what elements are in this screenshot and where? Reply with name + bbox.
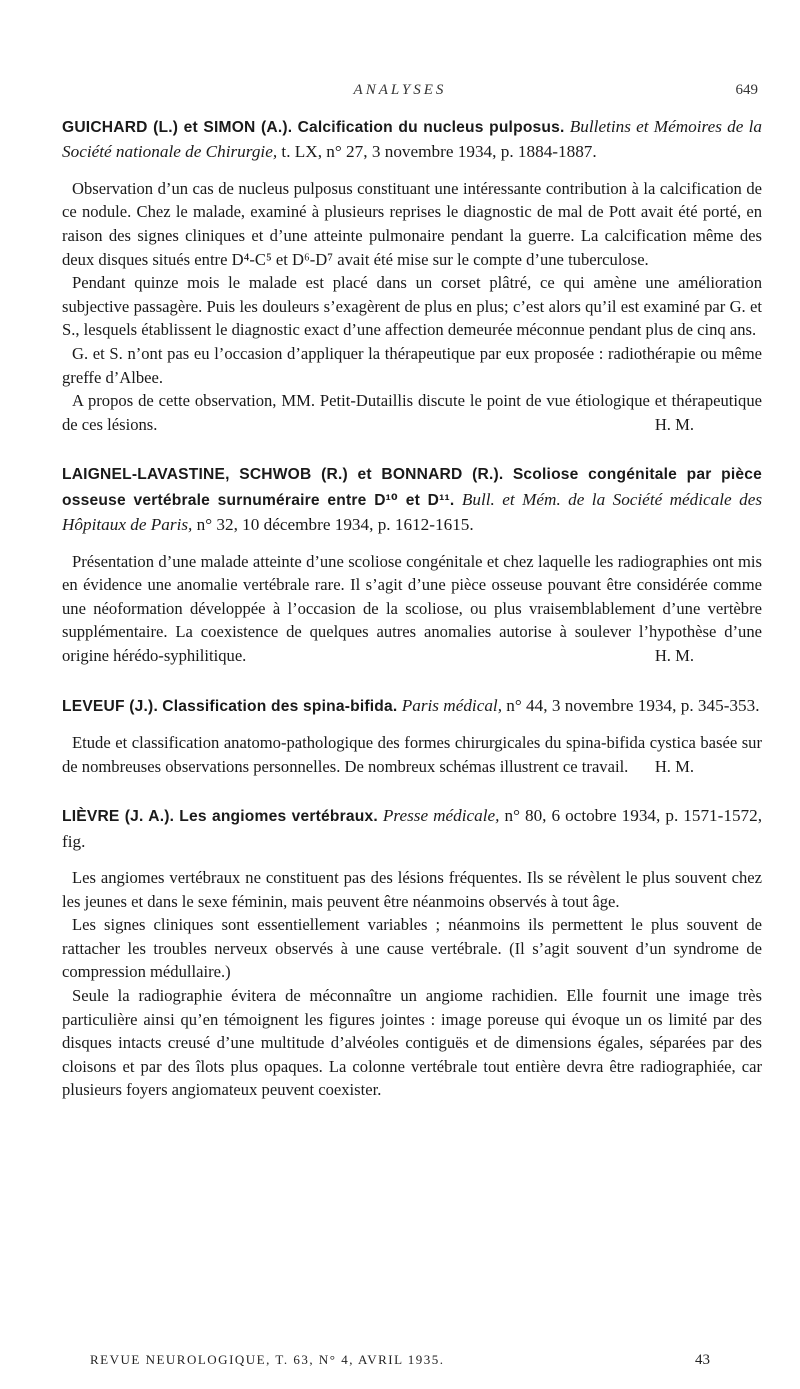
entry-authors: GUICHARD (L.) et SIMON (A.). (62, 119, 293, 136)
bibliographic-reference (62, 694, 762, 719)
entry-title: Calcification du nucleus pulposus. (297, 119, 565, 136)
entry-authors: LIÈVRE (J. A.). (62, 808, 175, 826)
entry-title: Classification des spina-bifida. (162, 697, 398, 715)
analysis-entry (62, 115, 762, 436)
entry-details: n° 44, 3 novembre 1934, p. 345-353. (506, 695, 760, 715)
entry-paragraph (62, 731, 762, 778)
entry-source: Presse médicale, (382, 806, 500, 826)
entry-signature: H. M. (654, 414, 694, 434)
analysis-entry (62, 694, 762, 779)
page-footer (90, 1352, 710, 1374)
entry-authors: LAIGNEL-LAVASTINE, SCHWOB (R.) et BONNARD (R.). (62, 466, 504, 484)
entry-paragraph: Seule la radiographie évitera de méconnaître un angiome rachidien. Elle fournit une image très particulière ainsi qu’en témoignent les figures jointes : image poreuse qui évoque un os limité par des disques intacts creusé d’une multitude d’alvéoles contiguës et de dimensions égales, séparées par des cloisons et par des îlots plus opaques. La colonne vertébrale tout entière devra être radiographiée, car plusieurs foyers angiomateux peuvent coexister. (62, 985, 762, 1100)
entry-title: Les angiomes vertébraux. (179, 808, 378, 826)
entry-paragraph-text: A propos de cette observation, MM. Petit-Dutaillis discute le point de vue étiologique et thérapeutique de ces lésions. (62, 391, 762, 434)
entry-paragraph: Observation d’un cas de nucleus pulposus constituant une intéressante contribution à la calcification de ce nodule. Chez le malade, examiné à plusieurs reprises le diagnostic de mal de Pott avait été porté, en raison des signes cliniques et d’une atteinte pulmonaire pendant la guerre. La calcification même des deux disques situés entre D⁴-C⁵ et D⁶-D⁷ avait été mise sur le compte d’une tuberculose. (62, 178, 762, 269)
running-head-title: ANALYSES (353, 82, 447, 98)
entry-paragraph: Les signes cliniques sont essentiellement variables ; néanmoins ils permettent le plus souvent de rattacher les troubles nerveux observés à une cause vertébrale. (Il s’agit souvent d’un syndrome de compression médullaire.) (62, 915, 762, 982)
entry-signature: H. M. (654, 756, 694, 776)
entry-source: Bull. et Mém. de la Société médicale des Hôpitaux de Paris, (62, 489, 763, 535)
entry-paragraph (62, 389, 762, 436)
folio: 43 (695, 1352, 710, 1368)
running-head (0, 82, 800, 104)
entry-source: Bulletins et Mémoires de la Société nationale de Chirurgie, (62, 117, 762, 162)
bibliographic-reference (62, 462, 762, 537)
entry-paragraph-text: Etude et classification anatomo-pathologique des formes chirurgicales du spina-bifida cystica basée sur de nombreuses observations personnelles. De nombreux schémas illustrent ce travail. (62, 732, 762, 776)
analysis-entry (62, 804, 762, 1102)
entry-paragraph: G. et S. n’ont pas eu l’occasion d’appliquer la thérapeutique par eux proposée : radiothérapie ou même greffe d’Albee. (62, 343, 762, 387)
entry-authors: LEVEUF (J.). (62, 697, 158, 715)
entry-paragraph-text: Présentation d’une malade atteinte d’une scoliose congénitale et chez laquelle les radiographies ont mis en évidence une anomalie vertébrale rare. Il s’agit d’une pièce osseuse pouvant être considérée comme une néoformation développée à l’occasion de la scoliose, ou plus vraisemblablement d’une vertèbre supplémentaire. La coexistence de quelques autres anomalies autorise à soulever l’hypothèse d’une origine hérédo-syphilitique. (62, 551, 762, 665)
entry-paragraph (62, 550, 762, 668)
page-number: 649 (735, 82, 758, 98)
journal-reference: REVUE NEUROLOGIQUE, T. 63, N° 4, AVRIL 1935. (90, 1352, 445, 1367)
analyses-body (62, 115, 762, 1102)
entry-details: n° 32, 10 décembre 1934, p. 1612-1615. (196, 515, 474, 535)
entry-details: t. LX, n° 27, 3 novembre 1934, p. 1884-1887. (281, 142, 597, 162)
entry-details: n° 80, 6 octobre 1934, p. 1571-1572, fig. (62, 806, 763, 851)
entry-paragraph: Les angiomes vertébraux ne constituent pas des lésions fréquentes. Ils se révèlent le plus souvent chez les jeunes et dans le sexe féminin, mais peuvent être néanmoins observés à tout âge. (62, 867, 762, 911)
bibliographic-reference (62, 115, 762, 165)
entry-source: Paris médical, (401, 695, 502, 715)
entry-signature: H. M. (654, 645, 694, 665)
entry-paragraph: Pendant quinze mois le malade est placé dans un corset plâtré, ce qui amène une amélioration subjective passagère. Puis les douleurs s’exagèrent de plus en plus; c’est alors qu’il est examiné par G. et S., lesquels établissent le diagnostic exact d’une affection demeurée méconnue pendant plus de cinq ans. (62, 273, 762, 340)
analysis-entry (62, 462, 762, 667)
bibliographic-reference (62, 804, 762, 854)
entry-title: Scoliose congénitale par pièce osseuse vertébrale surnuméraire entre D¹⁰ et D¹¹. (62, 466, 763, 509)
